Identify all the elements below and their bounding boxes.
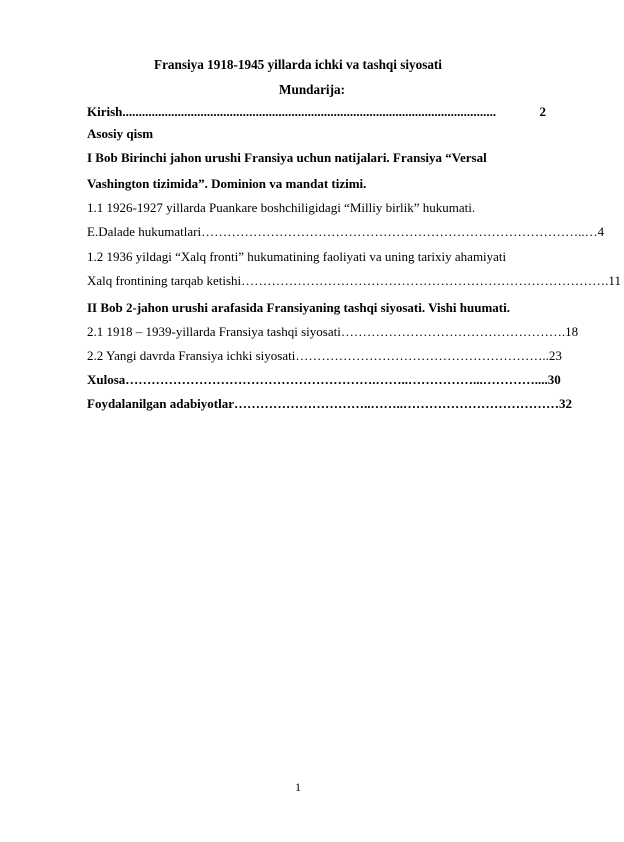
toc-leader-dots: ……………………………………………………………………………..…: [201, 224, 598, 239]
toc-entry-label: Kirish: [87, 104, 123, 119]
toc-leader-dots: …………………………………………….: [340, 324, 566, 339]
toc-entry-label: E.Dalade hukumatlari: [87, 224, 202, 239]
document-title: Fransiya 1918-1945 yillarda ichki va tashqi siyosati: [154, 57, 442, 72]
toc-page-number: 30: [547, 372, 561, 387]
toc-entry-label: Xalq frontining tarqab ketishi: [87, 273, 242, 288]
toc-page-number: 23: [548, 348, 562, 363]
toc-leader-dots: ………………………………………………….……..……………...…………....: [125, 372, 548, 387]
toc-leader-dots: …………………………………………………..: [295, 348, 549, 363]
toc-page-number: 11: [608, 273, 621, 288]
toc-section-2-2[interactable]: [87, 348, 562, 364]
toc-entry-xulosa[interactable]: [87, 372, 561, 388]
toc-chapter-1-line-2[interactable]: Vashington tizimida”. Dominion va mandat tizimi.: [87, 176, 367, 191]
toc-leader-dots: ………………………………………………………………………….: [241, 273, 609, 288]
toc-chapter-2[interactable]: II Bob 2-jahon urushi arafasida Fransiyaning tashqi siyosati. Vishi huumati.: [87, 300, 510, 315]
toc-entry-label: Foydalanilgan adabiyotlar: [87, 396, 234, 411]
toc-page-number: 2: [539, 104, 546, 119]
toc-section-1-2-line-1[interactable]: 1.2 1936 yildagi “Xalq fronti” hukumatining faoliyati va uning tarixiy ahamiyati: [87, 249, 507, 264]
toc-page-number: 18: [565, 324, 579, 339]
toc-leader-dots: …………………………..……..………………………………: [234, 396, 559, 411]
toc-section-main: Asosiy qism: [87, 126, 154, 141]
toc-entry-references[interactable]: [87, 396, 572, 412]
toc-entry-label: 2.1 1918 – 1939-yillarda Fransiya tashqi siyosati: [87, 324, 341, 339]
toc-entry-label: Xulosa: [87, 372, 126, 387]
toc-section-1-1-line-2[interactable]: [87, 224, 605, 240]
toc-leader-dots: ...................................................................................................................: [122, 104, 497, 119]
toc-entry-label: 2.2 Yangi davrda Fransiya ichki siyosati: [87, 348, 296, 363]
toc-page-number: 4: [597, 224, 605, 239]
toc-section-1-2-line-2[interactable]: [87, 273, 621, 289]
toc-section-2-1[interactable]: [87, 324, 579, 340]
toc-page-number: 32: [559, 396, 572, 411]
toc-entry-kirish[interactable]: [87, 104, 546, 120]
toc-section-1-1-line-1[interactable]: 1.1 1926-1927 yillarda Puankare boshchiligidagi “Milliy birlik” hukumati.: [87, 200, 476, 215]
page-number: 1: [295, 780, 301, 794]
contents-heading: Mundarija:: [279, 82, 345, 97]
toc-chapter-1-line-1[interactable]: I Bob Birinchi jahon urushi Fransiya uchun natijalari. Fransiya “Versal: [87, 150, 487, 165]
